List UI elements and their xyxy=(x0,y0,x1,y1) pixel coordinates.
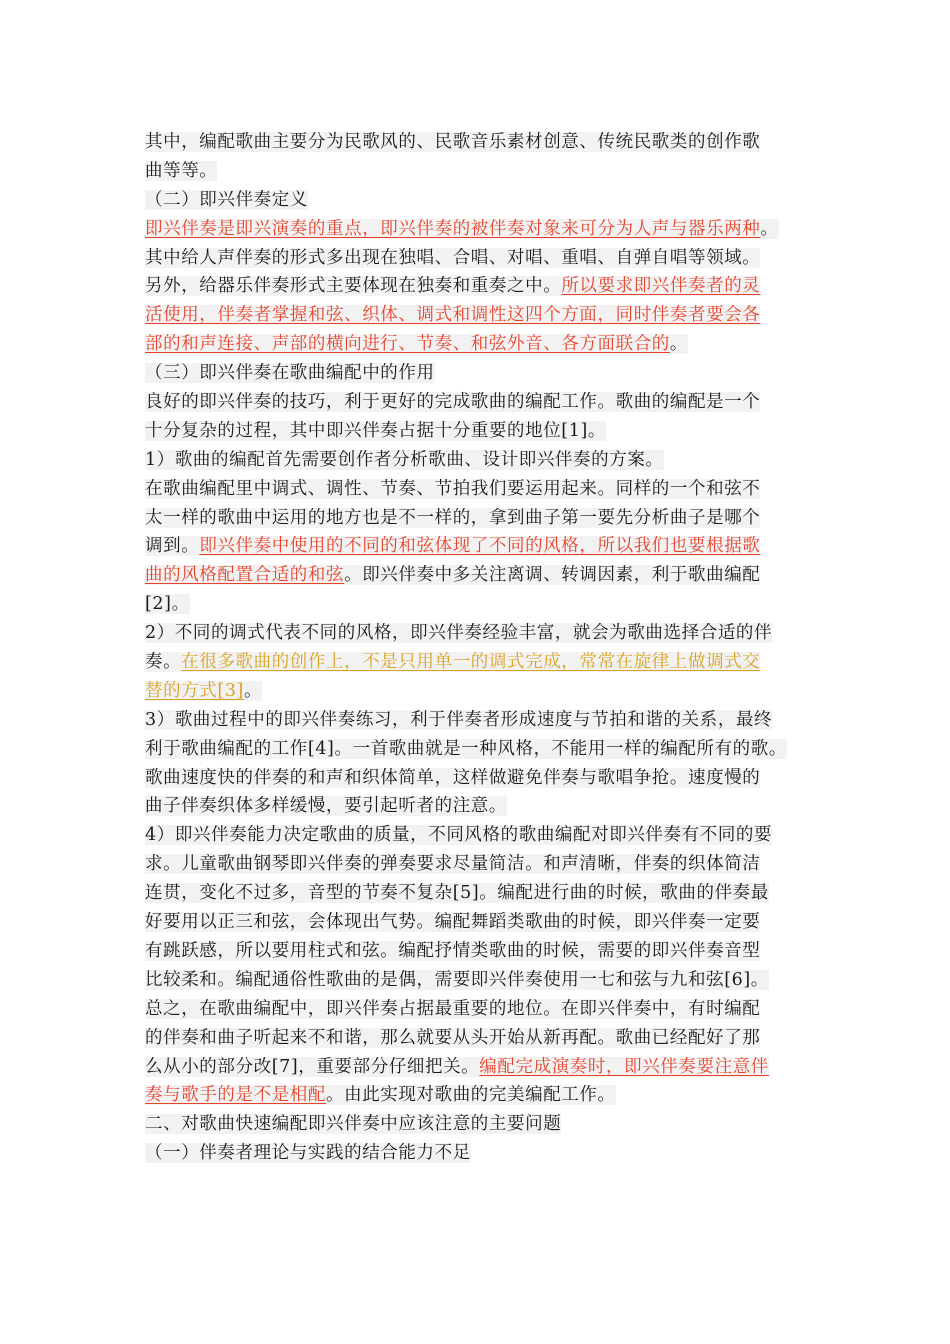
line-content xyxy=(145,248,760,268)
plain-text: 曲子伴奏织体多样缓慢，要引起听者的注意。 xyxy=(145,796,507,817)
text-line xyxy=(145,157,817,186)
plain-text: 另外，给器乐伴奏形式主要体现在独奏和重奏之中。 xyxy=(145,276,562,297)
text-line xyxy=(145,590,817,619)
plain-text: 调到。 xyxy=(145,536,200,557)
line-content xyxy=(145,276,760,296)
text-line xyxy=(145,1110,817,1139)
line-content xyxy=(145,796,507,816)
line-content xyxy=(145,883,769,903)
plain-text: 求。儿童歌曲钢琴即兴伴奏的弹奏要求尽量简洁。和声清晰，伴奏的织体简洁 xyxy=(145,854,761,875)
text-line xyxy=(145,792,817,821)
text-line xyxy=(145,1081,817,1110)
line-content xyxy=(145,970,769,990)
plain-text: 太一样的歌曲中运用的地方也是不一样的，拿到曲子第一要先分析曲子是哪个 xyxy=(145,507,761,528)
text-line xyxy=(145,966,817,995)
text-line xyxy=(145,532,817,561)
plain-text: 。 xyxy=(760,218,779,239)
line-content xyxy=(145,363,435,383)
line-content xyxy=(145,392,760,412)
plain-text: 。由此实现对歌曲的完美编配工作。 xyxy=(326,1085,616,1106)
plain-text: 。 xyxy=(244,680,263,701)
plain-text: 利于歌曲编配的工作[4]。一首歌曲就是一种风格，不能用一样的编配所有的歌。 xyxy=(145,738,787,759)
document-body xyxy=(145,128,817,1168)
plain-text: 么从小的部分改[7]，重要部分仔细把关。 xyxy=(145,1056,480,1077)
text-line xyxy=(145,272,817,301)
line-content xyxy=(145,334,688,354)
plain-text: 2）不同的调式代表不同的风格，即兴伴奏经验丰富，就会为歌曲选择合适的伴 xyxy=(145,623,773,644)
text-line xyxy=(145,1053,817,1082)
plain-text: 连贯，变化不过多，音型的节奏不复杂[5]。编配进行曲的时候，歌曲的伴奏最 xyxy=(145,883,769,904)
highlighted-text-red: 曲的风格配置合适的和弦 xyxy=(145,565,345,586)
plain-text: 在歌曲编配里中调式、调性、节奏、节拍我们要运用起来。同样的一个和弦不 xyxy=(145,478,761,499)
line-content xyxy=(145,565,760,585)
plain-text: 十分复杂的过程，其中即兴伴奏占据十分重要的地位[1]。 xyxy=(145,420,606,441)
line-content xyxy=(145,132,760,152)
plain-text: 其中，编配歌曲主要分为民歌风的、民歌音乐素材创意、传统民歌类的创作歌 xyxy=(145,132,761,152)
highlighted-text-gold: 在很多歌曲的创作上，不是只用单一的调式完成，常常在旋律上做调式交 xyxy=(181,652,761,673)
line-content xyxy=(145,739,787,759)
text-line xyxy=(145,388,817,417)
text-line xyxy=(145,186,817,215)
plain-text: （三）即兴伴奏在歌曲编配中的作用 xyxy=(145,363,435,384)
text-line xyxy=(145,850,817,879)
line-content xyxy=(145,623,772,643)
text-line xyxy=(145,879,817,908)
highlighted-text-red: 活使用，伴奏者掌握和弦、织体、调式和调性这四个方面，同时伴奏者要会各 xyxy=(145,305,761,326)
line-content xyxy=(145,1114,561,1134)
line-content xyxy=(145,1057,769,1077)
highlighted-text-red: 即兴伴奏是即兴演奏的重点，即兴伴奏的被伴奏对象来可分为人声与器乐两种 xyxy=(145,218,761,239)
highlighted-text-gold: 替的方式[3] xyxy=(145,680,244,701)
line-content xyxy=(145,854,760,874)
line-content xyxy=(145,1028,760,1048)
plain-text: 4）即兴伴奏能力决定歌曲的质量，不同风格的歌曲编配对即兴伴奏有不同的要 xyxy=(145,825,773,846)
highlighted-text-red: 部的和声连接、声部的横向进行、节奏、和弦外音、各方面联合的 xyxy=(145,334,670,355)
line-content xyxy=(145,941,760,961)
line-content xyxy=(145,421,606,441)
line-content xyxy=(145,768,760,788)
plain-text: 1）歌曲的编配首先需要创作者分析歌曲、设计即兴伴奏的方案。 xyxy=(145,449,664,470)
text-line xyxy=(145,677,817,706)
text-line xyxy=(145,244,817,273)
line-content xyxy=(145,161,217,181)
text-line xyxy=(145,735,817,764)
line-content xyxy=(145,710,772,730)
line-content xyxy=(145,508,760,528)
plain-text: 3）歌曲过程中的即兴伴奏练习，利于伴奏者形成速度与节拍和谐的关系，最终 xyxy=(145,709,773,730)
plain-text: 。即兴伴奏中多关注离调、转调因素，利于歌曲编配 xyxy=(344,565,761,586)
text-line xyxy=(145,764,817,793)
highlighted-text-red: 所以要求即兴伴奏者的灵 xyxy=(561,276,761,297)
plain-text: 歌曲速度快的伴奏的和声和织体简单，这样做避免伴奏与歌唱争抢。速度慢的 xyxy=(145,767,761,788)
line-content xyxy=(145,652,760,672)
line-content xyxy=(145,479,760,499)
plain-text: 。 xyxy=(669,334,689,355)
line-content xyxy=(145,594,190,614)
text-line xyxy=(145,504,817,533)
text-line xyxy=(145,301,817,330)
line-content xyxy=(145,536,760,556)
text-line xyxy=(145,995,817,1024)
plain-text: 有跳跃感，所以要用柱式和弦。编配抒情类歌曲的时候，需要的即兴伴奏音型 xyxy=(145,940,761,961)
line-content xyxy=(145,1143,471,1163)
plain-text: 奏。 xyxy=(145,652,182,673)
text-line xyxy=(145,937,817,966)
highlighted-text-red: 编配完成演奏时，即兴伴奏要注意伴 xyxy=(479,1056,769,1077)
plain-text: （二）即兴伴奏定义 xyxy=(145,189,308,210)
plain-text: （一）伴奏者理论与实践的结合能力不足 xyxy=(145,1143,471,1164)
plain-text: 的伴奏和曲子听起来不和谐，那么就要从头开始从新再配。歌曲已经配好了那 xyxy=(145,1027,761,1048)
text-line xyxy=(145,821,817,850)
text-line xyxy=(145,1139,817,1168)
highlighted-text-red: 即兴伴奏中使用的不同的和弦体现了不同的风格，所以我们也要根据歌 xyxy=(199,536,761,557)
plain-text: 好要用以正三和弦，会体现出气势。编配舞蹈类歌曲的时候，即兴伴奏一定要 xyxy=(145,912,761,933)
text-line xyxy=(145,330,817,359)
text-line xyxy=(145,706,817,735)
plain-text: 曲等等。 xyxy=(145,160,218,181)
text-line xyxy=(145,648,817,677)
text-line xyxy=(145,1024,817,1053)
text-line xyxy=(145,417,817,446)
text-line xyxy=(145,561,817,590)
text-line xyxy=(145,128,817,157)
plain-text: 其中给人声伴奏的形式多出现在独唱、合唱、对唱、重唱、自弹自唱等领域。 xyxy=(145,247,761,268)
plain-text: 二、对歌曲快速编配即兴伴奏中应该注意的主要问题 xyxy=(145,1114,562,1135)
line-content xyxy=(145,681,262,701)
line-content xyxy=(145,999,760,1019)
text-line xyxy=(145,619,817,648)
highlighted-text-red: 奏与歌手的是不是相配 xyxy=(145,1085,326,1106)
line-content xyxy=(145,305,760,325)
plain-text: 总之，在歌曲编配中，即兴伴奏占据最重要的地位。在即兴伴奏中，有时编配 xyxy=(145,998,761,1019)
text-line xyxy=(145,475,817,504)
text-line xyxy=(145,215,817,244)
line-content xyxy=(145,825,772,845)
text-line xyxy=(145,359,817,388)
line-content xyxy=(145,1085,616,1105)
text-line xyxy=(145,908,817,937)
line-content xyxy=(145,450,664,470)
line-content xyxy=(145,912,760,932)
plain-text: [2]。 xyxy=(145,594,190,615)
plain-text: 比较柔和。编配通俗性歌曲的是偶，需要即兴伴奏使用一七和弦与九和弦[6]。 xyxy=(145,969,769,990)
plain-text: 良好的即兴伴奏的技巧，利于更好的完成歌曲的编配工作。歌曲的编配是一个 xyxy=(145,392,761,413)
line-content xyxy=(145,190,308,210)
line-content xyxy=(145,219,779,239)
text-line xyxy=(145,446,817,475)
